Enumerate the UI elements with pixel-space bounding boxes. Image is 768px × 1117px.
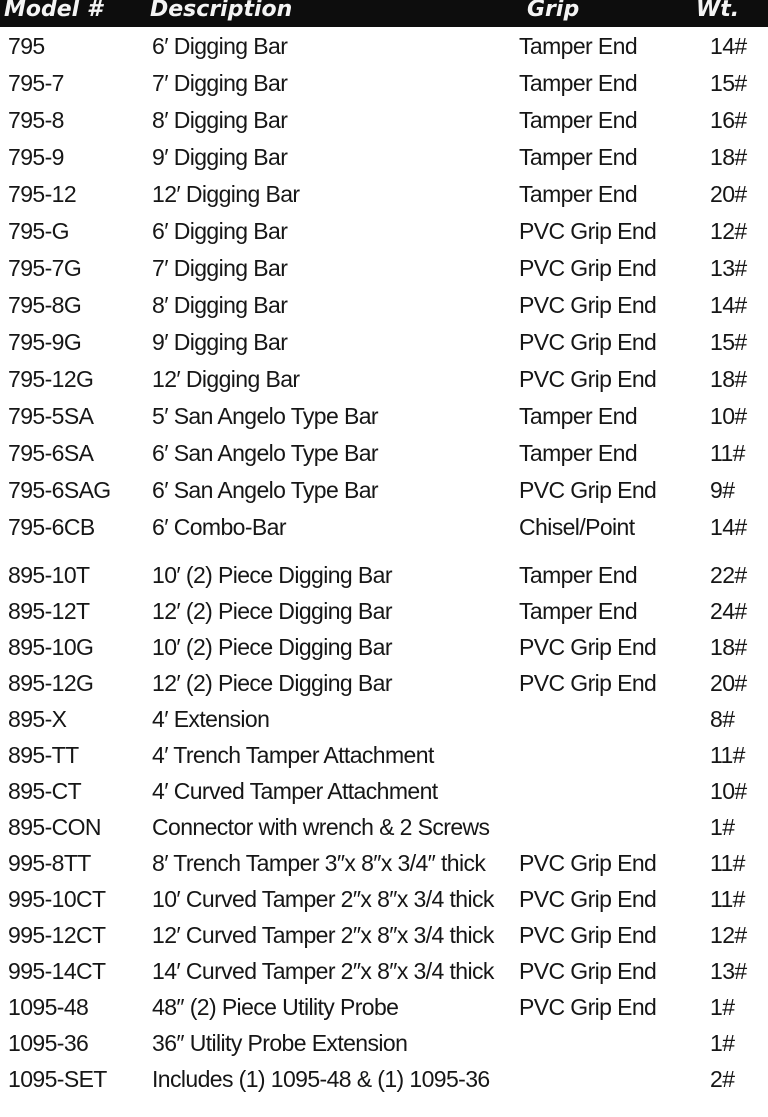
model-cell: 895-X [8, 706, 67, 732]
description-cell: 8′ Digging Bar [152, 292, 288, 318]
model-cell: 1095-36 [8, 1030, 89, 1056]
description-cell: 14′ Curved Tamper 2″x 8″x 3/4 thick [152, 958, 494, 984]
weight-cell: 16# [710, 107, 747, 133]
description-cell: 36″ Utility Probe Extension [152, 1030, 408, 1056]
description-cell: 12′ Curved Tamper 2″x 8″x 3/4 thick [152, 922, 494, 948]
weight-cell: 18# [710, 144, 747, 170]
weight-cell: 10# [710, 403, 747, 429]
weight-cell: 9# [710, 477, 735, 503]
table-row [0, 214, 768, 248]
grip-cell: PVC Grip End [519, 292, 657, 318]
table-row [0, 436, 768, 470]
grip-cell: PVC Grip End [519, 477, 657, 503]
table-row [0, 702, 768, 736]
grip-cell: PVC Grip End [519, 670, 657, 696]
grip-cell: Tamper End [519, 33, 638, 59]
description-cell: 48″ (2) Piece Utility Probe [152, 994, 399, 1020]
weight-cell: 10# [710, 778, 747, 804]
weight-cell: 11# [710, 850, 745, 876]
model-cell: 995-14CT [8, 958, 106, 984]
weight-cell: 12# [710, 922, 747, 948]
model-cell: 795-6SAG [8, 477, 111, 503]
description-cell: 7′ Digging Bar [152, 70, 288, 96]
table-row [0, 594, 768, 628]
table-row [0, 177, 768, 211]
description-cell: 10′ (2) Piece Digging Bar [152, 634, 392, 660]
table-row [0, 558, 768, 592]
description-cell: 6′ Combo-Bar [152, 514, 286, 540]
description-cell: 12′ Digging Bar [152, 366, 300, 392]
weight-cell: 24# [710, 598, 747, 624]
grip-cell: PVC Grip End [519, 218, 657, 244]
weight-cell: 15# [710, 70, 747, 96]
table-row [0, 1062, 768, 1096]
grip-cell: Chisel/Point [519, 514, 635, 540]
model-cell: 795-7 [8, 70, 64, 96]
grip-cell: Tamper End [519, 440, 638, 466]
model-cell: 795 [8, 33, 45, 59]
table-row [0, 882, 768, 916]
table-row [0, 666, 768, 700]
description-cell: 10′ (2) Piece Digging Bar [152, 562, 392, 588]
weight-cell: 1# [710, 1030, 735, 1056]
description-cell: 6′ San Angelo Type Bar [152, 477, 378, 503]
weight-cell: 14# [710, 33, 747, 59]
header-grip: Grip [527, 0, 580, 22]
weight-cell: 11# [710, 440, 745, 466]
model-cell: 795-6CB [8, 514, 95, 540]
weight-cell: 8# [710, 706, 735, 732]
description-cell: 6′ Digging Bar [152, 33, 288, 59]
grip-cell: PVC Grip End [519, 850, 657, 876]
grip-cell: PVC Grip End [519, 634, 657, 660]
grip-cell: Tamper End [519, 403, 638, 429]
weight-cell: 13# [710, 958, 747, 984]
model-cell: 995-12CT [8, 922, 106, 948]
model-cell: 995-10CT [8, 886, 106, 912]
grip-cell: Tamper End [519, 70, 638, 96]
model-cell: 795-G [8, 218, 69, 244]
table-row [0, 846, 768, 880]
description-cell: 12′ Digging Bar [152, 181, 300, 207]
model-cell: 795-12 [8, 181, 77, 207]
weight-cell: 11# [710, 742, 745, 768]
table-row [0, 774, 768, 808]
grip-cell: PVC Grip End [519, 329, 657, 355]
table-row [0, 510, 768, 544]
table-row [0, 630, 768, 664]
model-cell: 895-12T [8, 598, 90, 624]
table-row [0, 325, 768, 359]
grip-cell: Tamper End [519, 144, 638, 170]
table-row [0, 473, 768, 507]
table-row [0, 990, 768, 1024]
header-model: Model # [4, 0, 103, 22]
weight-cell: 20# [710, 670, 747, 696]
model-cell: 795-9G [8, 329, 82, 355]
description-cell: 4′ Curved Tamper Attachment [152, 778, 438, 804]
description-cell: 6′ Digging Bar [152, 218, 288, 244]
table-row [0, 66, 768, 100]
description-cell: 4′ Extension [152, 706, 270, 732]
description-cell: 7′ Digging Bar [152, 255, 288, 281]
description-cell: Includes (1) 1095-48 & (1) 1095-36 [152, 1066, 490, 1092]
model-cell: 895-10T [8, 562, 90, 588]
weight-cell: 13# [710, 255, 747, 281]
table-row [0, 954, 768, 988]
description-cell: Connector with wrench & 2 Screws [152, 814, 490, 840]
grip-cell: Tamper End [519, 598, 638, 624]
description-cell: 8′ Digging Bar [152, 107, 288, 133]
table-row [0, 362, 768, 396]
model-cell: 795-8 [8, 107, 64, 133]
table-header [0, 0, 768, 27]
table-row [0, 918, 768, 952]
weight-cell: 18# [710, 366, 747, 392]
weight-cell: 18# [710, 634, 747, 660]
model-cell: 1095-SET [8, 1066, 107, 1092]
table-row [0, 810, 768, 844]
model-cell: 795-9 [8, 144, 64, 170]
grip-cell: Tamper End [519, 562, 638, 588]
weight-cell: 22# [710, 562, 747, 588]
model-cell: 895-10G [8, 634, 94, 660]
weight-cell: 2# [710, 1066, 735, 1092]
description-cell: 9′ Digging Bar [152, 329, 288, 355]
model-cell: 895-CON [8, 814, 101, 840]
description-cell: 10′ Curved Tamper 2″x 8″x 3/4 thick [152, 886, 494, 912]
grip-cell: PVC Grip End [519, 994, 657, 1020]
table-row [0, 140, 768, 174]
grip-cell: Tamper End [519, 107, 638, 133]
weight-cell: 1# [710, 814, 735, 840]
weight-cell: 12# [710, 218, 747, 244]
model-cell: 795-8G [8, 292, 82, 318]
description-cell: 8′ Trench Tamper 3″x 8″x 3/4″ thick [152, 850, 486, 876]
header-description: Description [150, 0, 293, 22]
model-cell: 795-7G [8, 255, 82, 281]
table-row [0, 1026, 768, 1060]
model-cell: 1095-48 [8, 994, 89, 1020]
table-row [0, 738, 768, 772]
description-cell: 12′ (2) Piece Digging Bar [152, 598, 392, 624]
grip-cell: Tamper End [519, 181, 638, 207]
table-row [0, 103, 768, 137]
grip-cell: PVC Grip End [519, 255, 657, 281]
grip-cell: PVC Grip End [519, 922, 657, 948]
description-cell: 12′ (2) Piece Digging Bar [152, 670, 392, 696]
table-row [0, 288, 768, 322]
description-cell: 9′ Digging Bar [152, 144, 288, 170]
description-cell: 4′ Trench Tamper Attachment [152, 742, 434, 768]
model-cell: 795-6SA [8, 440, 94, 466]
model-cell: 795-12G [8, 366, 94, 392]
header-weight: Wt. [696, 0, 740, 22]
grip-cell: PVC Grip End [519, 366, 657, 392]
grip-cell: PVC Grip End [519, 958, 657, 984]
model-cell: 895-CT [8, 778, 82, 804]
table-row [0, 29, 768, 63]
weight-cell: 14# [710, 514, 747, 540]
weight-cell: 1# [710, 994, 735, 1020]
weight-cell: 20# [710, 181, 747, 207]
table-row [0, 399, 768, 433]
model-cell: 895-TT [8, 742, 79, 768]
weight-cell: 14# [710, 292, 747, 318]
model-cell: 795-5SA [8, 403, 94, 429]
table-row [0, 251, 768, 285]
model-cell: 895-12G [8, 670, 94, 696]
model-cell: 995-8TT [8, 850, 91, 876]
grip-cell: PVC Grip End [519, 886, 657, 912]
weight-cell: 15# [710, 329, 747, 355]
weight-cell: 11# [710, 886, 745, 912]
description-cell: 6′ San Angelo Type Bar [152, 440, 378, 466]
description-cell: 5′ San Angelo Type Bar [152, 403, 378, 429]
